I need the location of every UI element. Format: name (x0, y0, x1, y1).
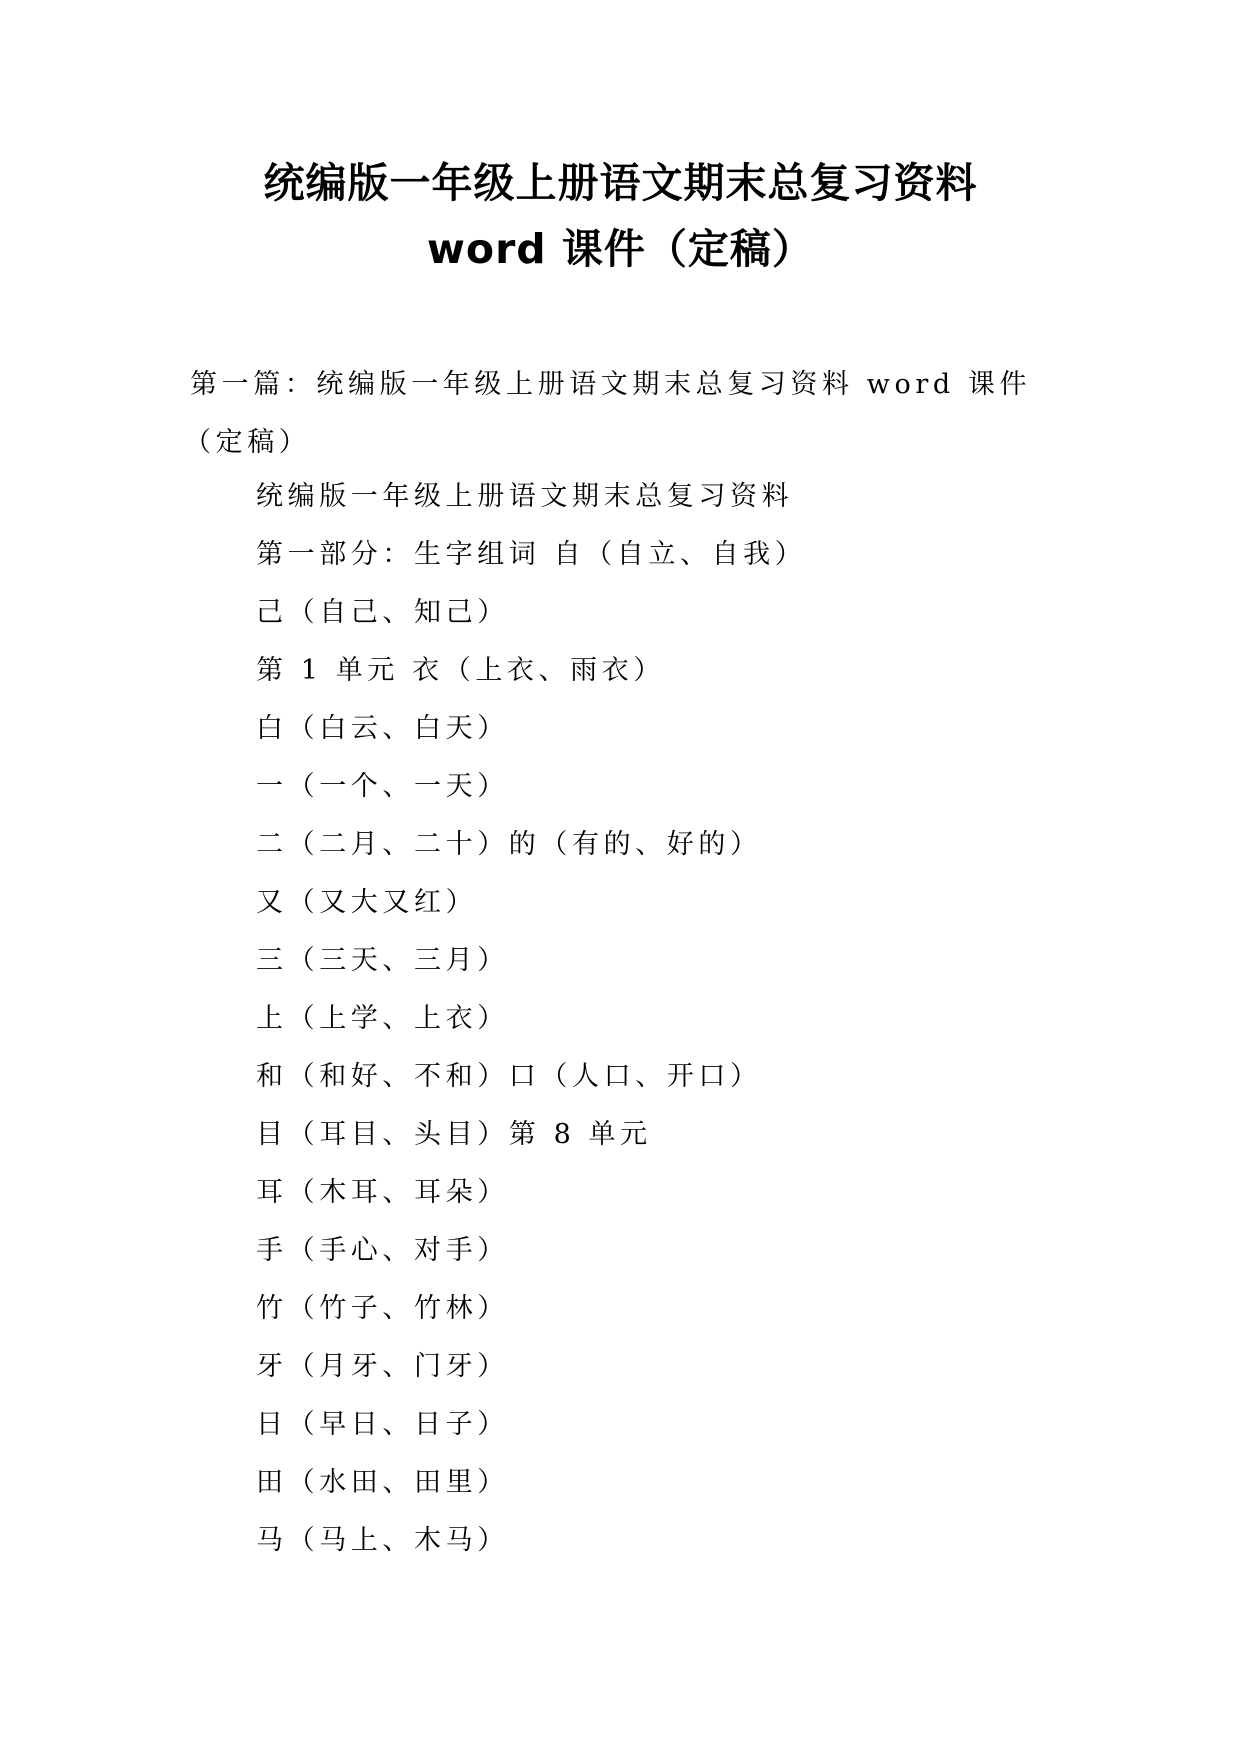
heading-line-2: （定稿） (184, 427, 311, 458)
content-line: 一（一个、一天） (256, 771, 509, 802)
content-line: 上（上学、上衣） (256, 1003, 509, 1034)
content-line: 第一部分：生字组词 自（自立、自我） (256, 539, 807, 570)
content-line: 统编版一年级上册语文期末总复习资料 (256, 481, 794, 512)
content-line: 己（自己、知己） (256, 597, 509, 628)
content-line: 竹（竹子、竹林） (256, 1293, 509, 1324)
heading-line-1: 第一篇：统编版一年级上册语文期末总复习资料 word 课件 (190, 369, 1032, 400)
content-line: 和（和好、不和）口（人口、开口） (256, 1061, 762, 1092)
content-line: 手（手心、对手） (256, 1235, 509, 1266)
content-line: 日（早日、日子） (256, 1409, 509, 1440)
content-line: 二（二月、二十）的（有的、好的） (256, 829, 762, 860)
content-line: 目（耳目、头目）第 8 单元 (256, 1119, 652, 1150)
content-line: 牙（月牙、门牙） (256, 1351, 509, 1382)
content-line: 耳（木耳、耳朵） (256, 1177, 509, 1208)
content-line: 马（马上、木马） (256, 1525, 509, 1556)
content-line: 白（白云、白天） (256, 713, 509, 744)
content-line: 又（又大又红） (256, 887, 478, 918)
section-heading (184, 356, 1070, 472)
title-line-1: 统编版一年级上册语文期末总复习资料 (263, 159, 978, 207)
content-lines (256, 468, 1056, 1570)
content-line: 三（三天、三月） (256, 945, 509, 976)
document-title (0, 150, 1241, 282)
content-line: 田（水田、田里） (256, 1467, 509, 1498)
title-line-2: word 课件（定稿） (427, 225, 814, 273)
content-line: 第 1 单元 衣（上衣、雨衣） (256, 655, 665, 686)
